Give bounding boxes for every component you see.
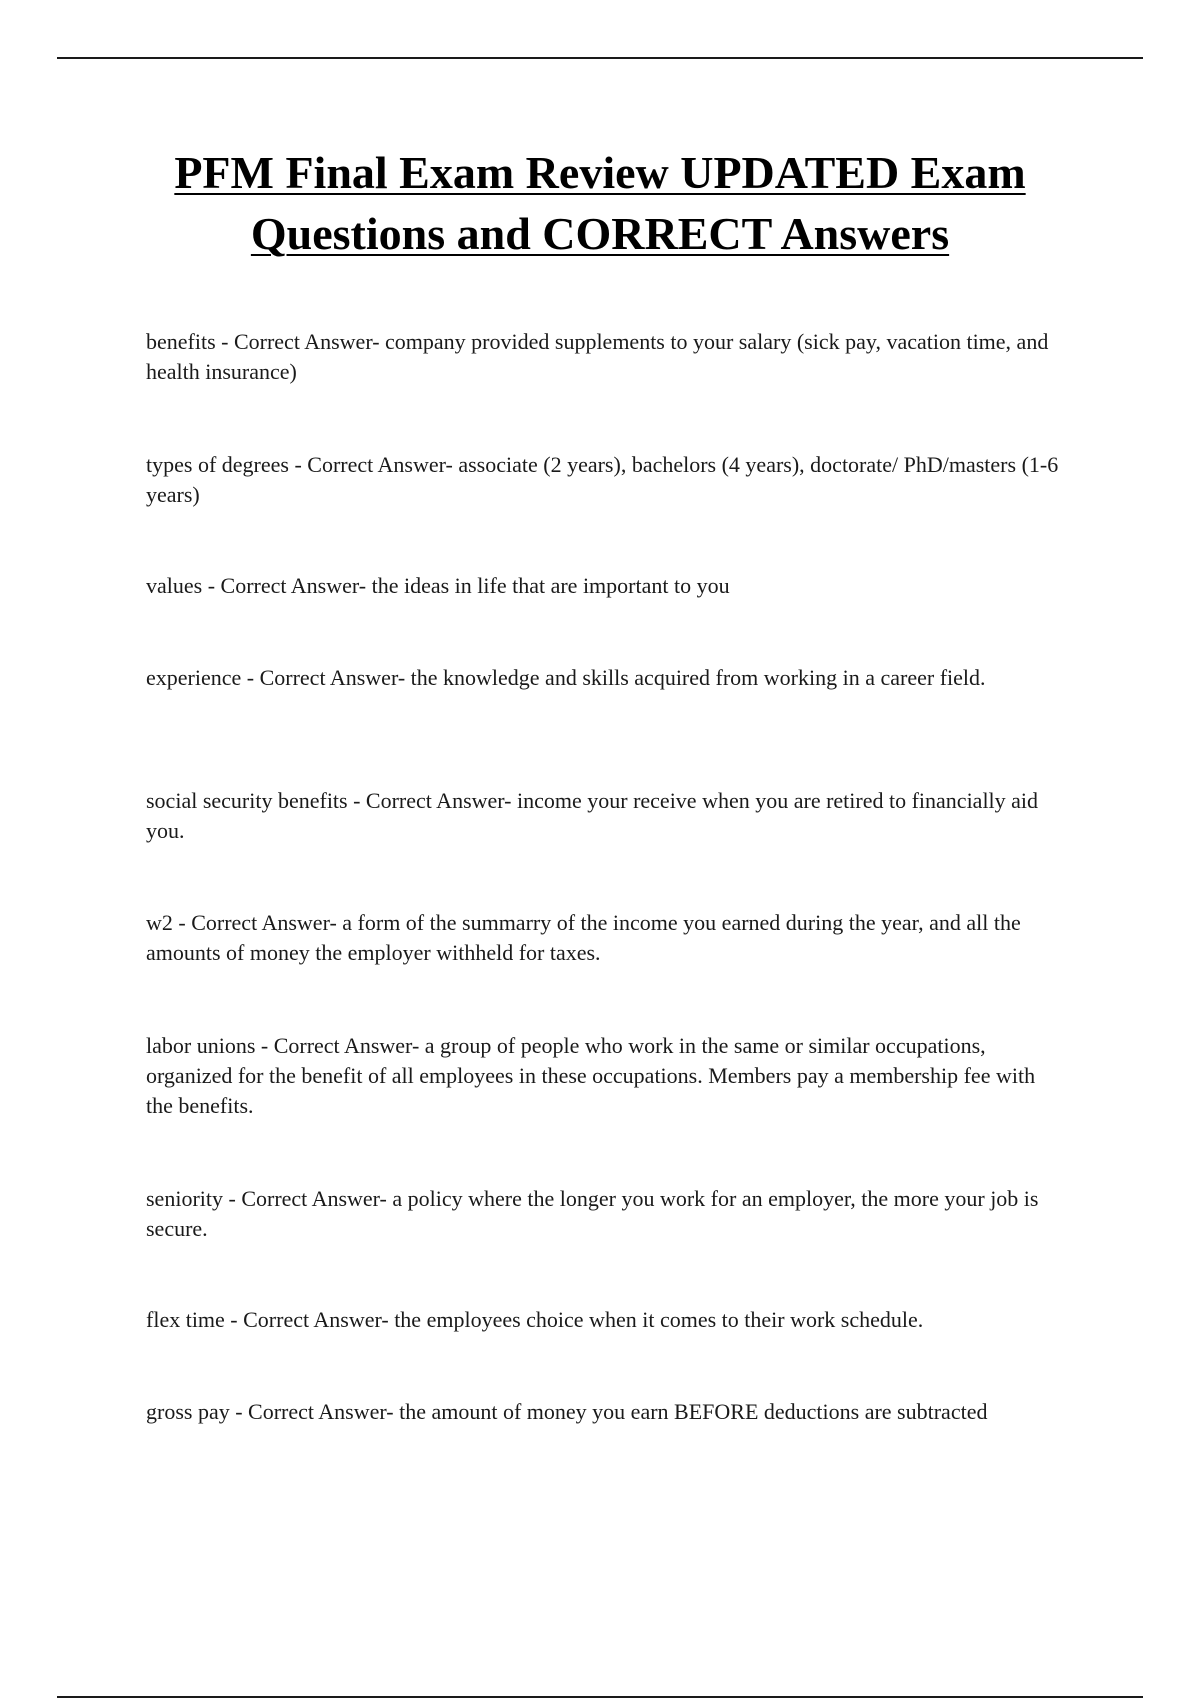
qa-entry-w2: w2 - Correct Answer- a form of the summarry of the income you earned during the year, and all the amounts of money the employer withheld for taxes. (146, 910, 1021, 965)
qa-entry-seniority: seniority - Correct Answer- a policy where the longer you work for an employer, the more your job is secure. (146, 1186, 1039, 1241)
bottom-rule (57, 1696, 1143, 1698)
qa-entry-benefits: benefits - Correct Answer- company provided supplements to your salary (sick pay, vacation time, and health insurance) (146, 329, 1049, 384)
top-rule (57, 57, 1143, 59)
qa-entry-values: values - Correct Answer- the ideas in life that are important to you (146, 573, 730, 598)
document-title-text: PFM Final Exam Review UPDATED Exam Questions and CORRECT Answers (174, 147, 1026, 259)
qa-entry-social-security-benefits: social security benefits - Correct Answer- income your receive when you are retired to financially aid you. (146, 788, 1039, 843)
qa-entry-types-of-degrees: types of degrees - Correct Answer- associate (2 years), bachelors (4 years), doctorate/ PhD/masters (1-6 years) (146, 452, 1059, 507)
qa-entry-labor-unions: labor unions - Correct Answer- a group of people who work in the same or similar occupations, organized for the benefit of all employees in these occupations. Members pay a membership fee with the benefits. (146, 1033, 1036, 1118)
document-title (100, 142, 1100, 264)
qa-entry-gross-pay: gross pay - Correct Answer- the amount of money you earn BEFORE deductions are subtracted (146, 1399, 988, 1424)
qa-entry-experience: experience - Correct Answer- the knowledge and skills acquired from working in a career field. (146, 665, 986, 690)
qa-entry-flex-time: flex time - Correct Answer- the employees choice when it comes to their work schedule. (146, 1307, 924, 1332)
